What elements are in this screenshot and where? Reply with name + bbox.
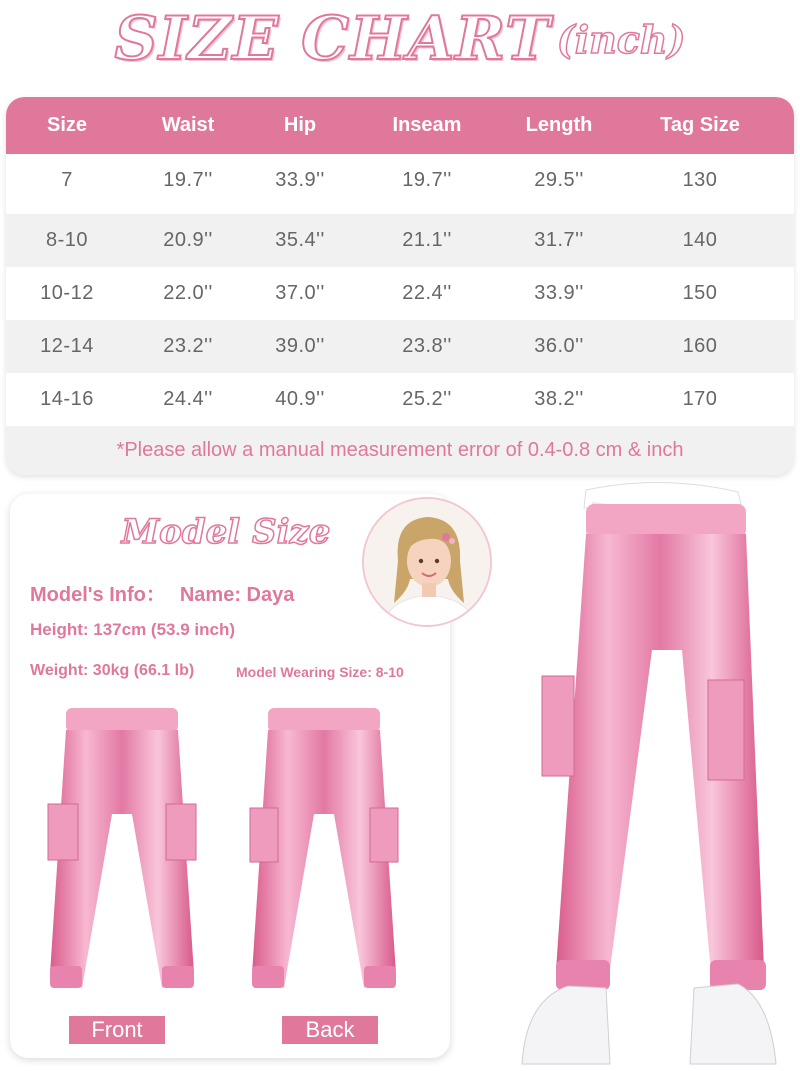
cell-length: 31.7'' [534, 229, 584, 251]
cell-tag-size: 150 [682, 282, 718, 304]
model-weight: Weight: 30kg (66.1 lb) [30, 662, 195, 679]
back-label: Back [282, 1016, 378, 1044]
table-row [6, 373, 794, 426]
cell-length: 36.0'' [534, 335, 584, 357]
size-table [6, 97, 794, 475]
cell-inseam: 22.4'' [402, 282, 452, 304]
cell-waist: 20.9'' [163, 229, 213, 251]
cell-hip: 39.0'' [275, 335, 325, 357]
girl-portrait-icon [364, 499, 492, 627]
cell-size: 12-14 [40, 335, 94, 357]
cell-waist: 22.0'' [163, 282, 213, 304]
cell-inseam: 19.7'' [402, 169, 452, 191]
header-inseam: Inseam [392, 114, 462, 136]
cell-hip: 40.9'' [275, 388, 325, 410]
cell-tag-size: 170 [682, 388, 718, 410]
cell-length: 33.9'' [534, 282, 584, 304]
model-size-title: Model Size [121, 512, 331, 552]
model-info-label: Model's Info： [30, 584, 166, 606]
model-wearing-size: Model Wearing Size: 8-10 [236, 664, 404, 680]
cell-size: 8-10 [45, 229, 89, 251]
cell-hip: 35.4'' [275, 229, 325, 251]
cell-waist: 23.2'' [163, 335, 213, 357]
cell-size: 7 [61, 169, 73, 191]
model-wearing-pants-image [512, 480, 800, 1071]
model-info-line [30, 578, 294, 607]
pants-back-image [246, 704, 402, 994]
cell-waist: 24.4'' [163, 388, 213, 410]
model-avatar [362, 497, 492, 627]
header-tag-size: Tag Size [660, 114, 740, 136]
table-row [6, 267, 794, 320]
table-row [6, 154, 794, 207]
cell-tag-size: 140 [682, 229, 718, 251]
table-row [6, 320, 794, 373]
cell-size: 10-12 [40, 282, 94, 304]
cell-size: 14-16 [40, 388, 94, 410]
header-waist: Waist [161, 114, 215, 136]
pants-front-image [44, 704, 200, 994]
table-header [6, 97, 794, 154]
model-height: Height: 137cm (53.9 inch) [30, 620, 236, 639]
cell-waist: 19.7'' [163, 169, 213, 191]
cell-hip: 33.9'' [275, 169, 325, 191]
cell-length: 29.5'' [534, 169, 584, 191]
measurement-note: *Please allow a manual measurement error of 0.4-0.8 cm & inch [6, 426, 794, 475]
header-hip: Hip [283, 114, 317, 136]
cell-tag-size: 160 [682, 335, 718, 357]
title-main: SIZE CHART [114, 4, 551, 74]
header-length: Length [525, 114, 593, 136]
cell-length: 38.2'' [534, 388, 584, 410]
cell-inseam: 21.1'' [402, 229, 452, 251]
cell-inseam: 25.2'' [402, 388, 452, 410]
cell-hip: 37.0'' [275, 282, 325, 304]
model-name: Name: Daya [179, 584, 295, 606]
table-row [6, 214, 794, 267]
cell-inseam: 23.8'' [402, 335, 452, 357]
size-chart-title [0, 0, 800, 82]
front-label: Front [69, 1016, 165, 1044]
title-unit: (inch) [556, 17, 686, 62]
header-size: Size [46, 114, 88, 136]
cell-tag-size: 130 [682, 169, 718, 191]
